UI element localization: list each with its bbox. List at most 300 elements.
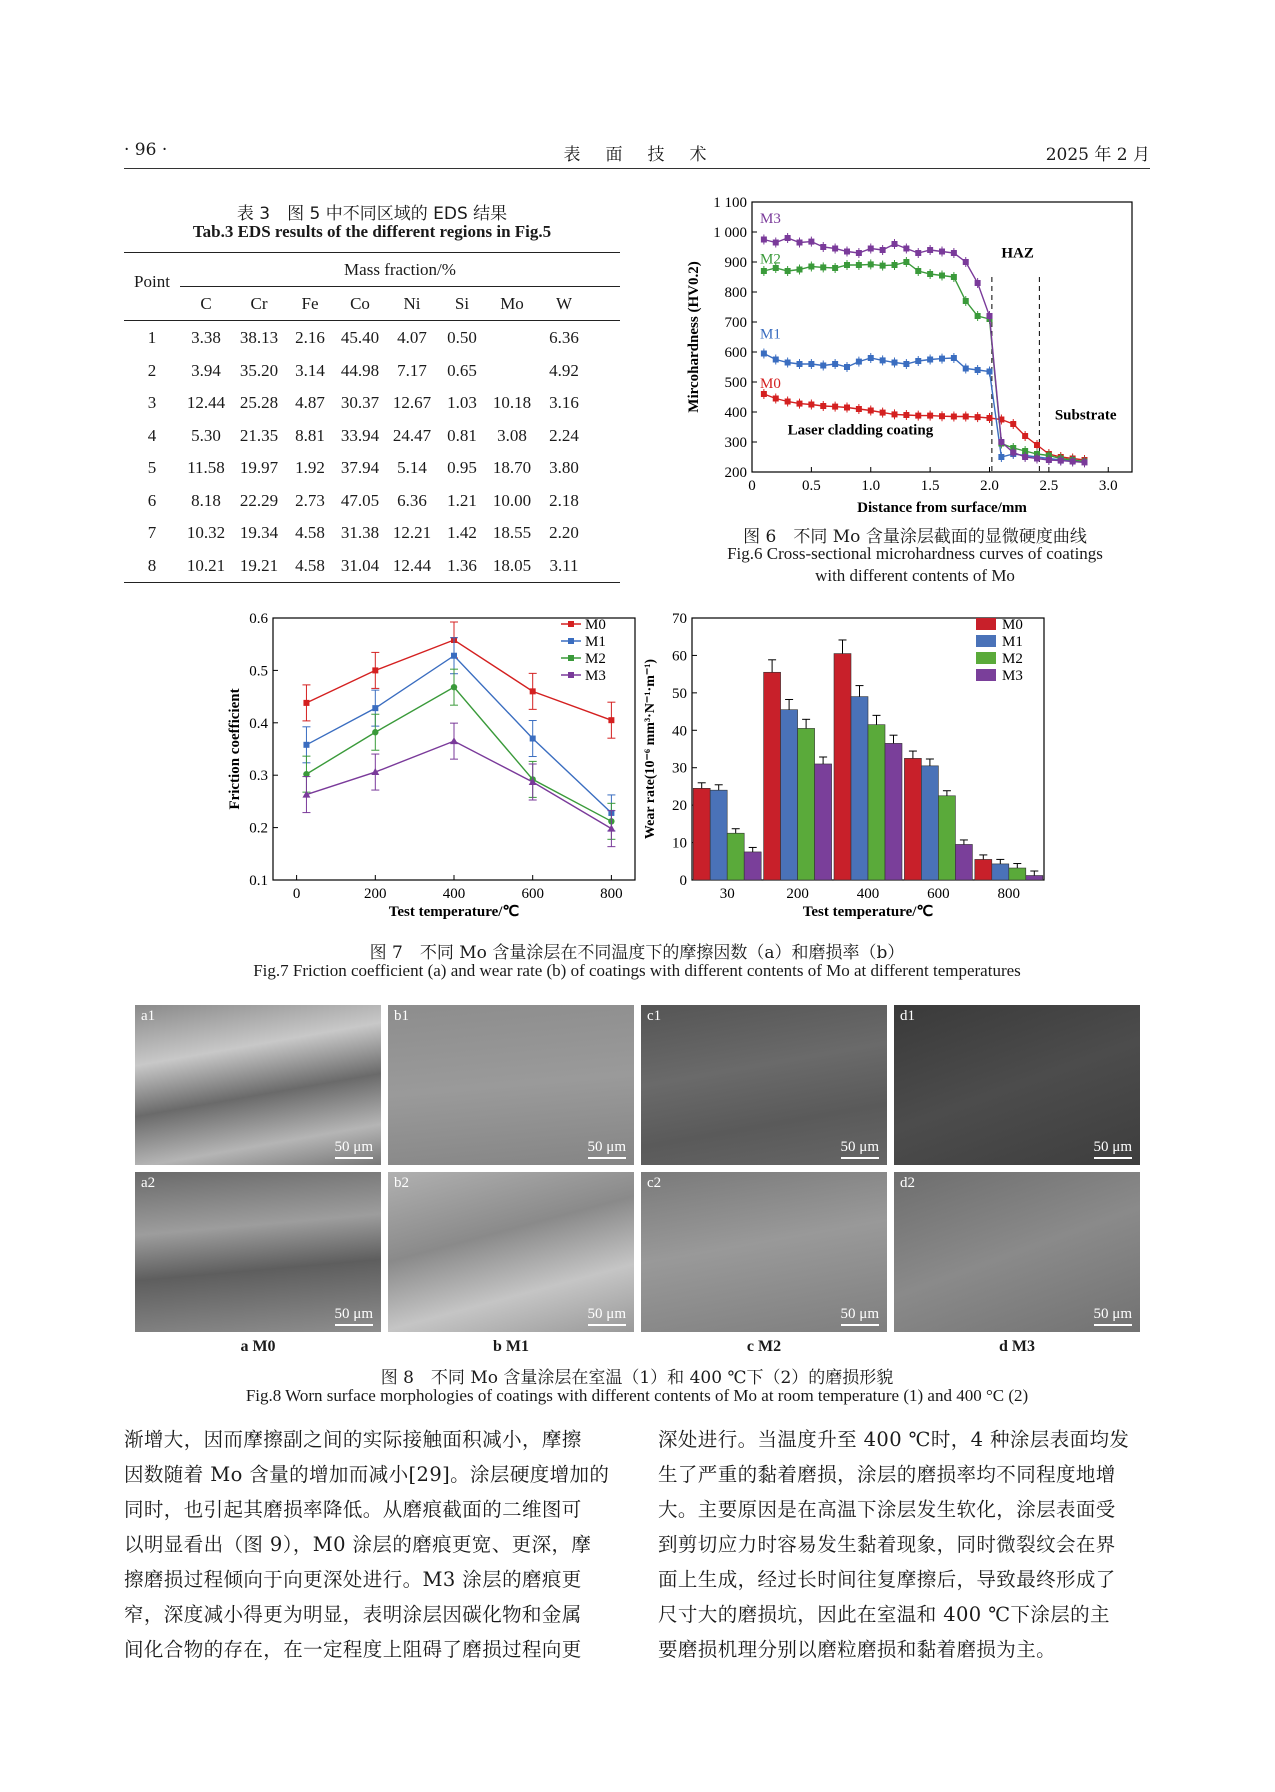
data-point bbox=[927, 357, 933, 363]
data-point bbox=[951, 355, 957, 361]
table-cell: 18.55 bbox=[492, 523, 532, 542]
data-point bbox=[785, 360, 791, 366]
fig6-caption-en1: Fig.6 Cross-sectional microhardness curves of coatings bbox=[727, 544, 1103, 563]
bar bbox=[904, 758, 921, 880]
bar bbox=[693, 788, 710, 880]
data-point bbox=[1022, 454, 1028, 460]
y-tick-label: 0.3 bbox=[249, 768, 268, 785]
data-point bbox=[856, 250, 862, 256]
data-point bbox=[820, 244, 826, 250]
x-tick-label: 400 bbox=[856, 886, 880, 902]
body-text-line: 因数随着 Mo 含量的增加而减小[29]。涂层硬度增加的 bbox=[124, 1463, 610, 1486]
body-text-line: 到剪切应力时容易发生黏着现象，同时微裂纹会在界 bbox=[658, 1533, 1116, 1556]
micrograph-panel bbox=[641, 1172, 887, 1332]
series-line bbox=[306, 640, 611, 720]
table-cell: 0.81 bbox=[447, 425, 477, 445]
panel-label: d1 bbox=[900, 1008, 915, 1024]
x-tick-label: 1.0 bbox=[861, 478, 881, 494]
legend-marker bbox=[568, 672, 574, 678]
table-cell: 4.87 bbox=[295, 393, 325, 412]
bar bbox=[992, 864, 1009, 880]
data-point bbox=[987, 313, 993, 319]
scale-bar bbox=[588, 1324, 626, 1326]
table-cell: 3.16 bbox=[549, 393, 579, 412]
panel-label: b2 bbox=[394, 1175, 409, 1191]
data-point bbox=[372, 705, 378, 711]
data-point bbox=[987, 415, 993, 421]
data-point bbox=[868, 261, 874, 267]
table-cell: 21.35 bbox=[239, 425, 279, 445]
legend-label: M2 bbox=[585, 651, 606, 667]
data-point bbox=[372, 729, 378, 735]
data-point bbox=[927, 413, 933, 419]
table-cell: 12.44 bbox=[392, 555, 432, 575]
table-cell: 19.21 bbox=[239, 555, 279, 575]
data-point bbox=[951, 250, 957, 256]
table-cell: 10.32 bbox=[186, 523, 226, 542]
bar bbox=[764, 672, 781, 880]
data-point bbox=[998, 439, 1004, 445]
table-cell: 3.11 bbox=[549, 555, 579, 575]
data-point bbox=[844, 405, 850, 411]
scale-bar-group bbox=[1094, 1306, 1132, 1326]
data-point bbox=[451, 653, 457, 659]
table-cell: 37.94 bbox=[340, 458, 380, 477]
legend-swatch bbox=[976, 618, 996, 630]
table-cell: 6.36 bbox=[549, 328, 579, 347]
data-point bbox=[832, 265, 838, 271]
data-point bbox=[844, 249, 850, 255]
data-point bbox=[450, 737, 458, 744]
data-point bbox=[939, 249, 945, 255]
legend-label: M3 bbox=[1002, 668, 1023, 684]
scale-bar bbox=[588, 1157, 626, 1159]
y-tick-label: 300 bbox=[724, 435, 747, 451]
table-cell: 19.34 bbox=[239, 523, 279, 542]
table-cell: 0.65 bbox=[447, 360, 477, 380]
data-point bbox=[868, 355, 874, 361]
y-tick-label: 0 bbox=[679, 873, 687, 889]
y-tick-label: 1 100 bbox=[713, 195, 747, 211]
x-tick-label: 800 bbox=[600, 886, 623, 902]
bar bbox=[815, 764, 832, 880]
scale-bar bbox=[1094, 1157, 1132, 1159]
table-point-header: Point bbox=[134, 272, 170, 291]
legend-swatch bbox=[976, 669, 996, 681]
y-tick-label: 40 bbox=[672, 723, 687, 740]
data-point bbox=[820, 264, 826, 270]
micrograph-panel bbox=[894, 1172, 1140, 1332]
data-point bbox=[856, 406, 862, 412]
data-point bbox=[915, 413, 921, 419]
fig7-caption-en: Fig.7 Friction coefficient (a) and wear rate (b) of coatings with different contents of Mo at different temperatures bbox=[253, 961, 1021, 980]
table-cell: 7.17 bbox=[397, 360, 427, 380]
table-cell: 25.28 bbox=[239, 393, 279, 412]
bar bbox=[921, 766, 938, 880]
y-tick-label: 20 bbox=[672, 798, 687, 815]
table-cell: 10.00 bbox=[492, 490, 532, 510]
bar bbox=[1026, 876, 1043, 880]
table-cell: 30.37 bbox=[340, 393, 380, 412]
data-point bbox=[761, 237, 767, 243]
data-point bbox=[975, 414, 981, 420]
table-cell: 4.58 bbox=[295, 523, 325, 542]
x-axis-label: Test temperature/℃ bbox=[388, 904, 520, 920]
y-tick-label: 0.2 bbox=[249, 820, 268, 837]
legend-label: M0 bbox=[585, 617, 606, 633]
data-point bbox=[773, 396, 779, 402]
y-tick-label: 600 bbox=[724, 345, 747, 361]
legend-swatch bbox=[976, 635, 996, 647]
data-point bbox=[372, 667, 378, 673]
table-cell: 8.18 bbox=[191, 490, 221, 510]
bar bbox=[955, 844, 972, 880]
data-point bbox=[773, 357, 779, 363]
data-point bbox=[998, 454, 1004, 460]
scale-bar-label: 50 μm bbox=[1093, 1139, 1132, 1155]
data-point bbox=[607, 825, 615, 832]
y-axis-label: Friction coefficient bbox=[227, 688, 243, 810]
table-col-header: Cr bbox=[250, 294, 268, 313]
x-tick-label: 30 bbox=[719, 886, 735, 902]
table-cell: 12.44 bbox=[186, 393, 226, 412]
coating-annotation: Laser cladding coating bbox=[787, 422, 934, 439]
data-point bbox=[892, 411, 898, 417]
legend-label: M0 bbox=[1002, 617, 1023, 633]
legend-label: M1 bbox=[1002, 634, 1023, 650]
data-point bbox=[761, 351, 767, 357]
data-point bbox=[1046, 457, 1052, 463]
table-cell: 24.47 bbox=[392, 425, 432, 445]
table-cell: 5 bbox=[147, 458, 157, 477]
table-cell: 18.70 bbox=[492, 458, 532, 477]
x-tick-label: 0 bbox=[748, 478, 756, 494]
x-axis-label: Distance from surface/mm bbox=[857, 500, 1027, 516]
table-col-header: Mo bbox=[500, 294, 524, 313]
fig6-caption-cn: 图 6 不同 Mo 含量涂层截面的显微硬度曲线 bbox=[743, 527, 1087, 547]
x-tick-label: 600 bbox=[521, 886, 544, 902]
data-point bbox=[880, 410, 886, 416]
table-cell: 4 bbox=[147, 425, 157, 445]
x-tick-label: 0.5 bbox=[802, 478, 821, 494]
y-tick-label: 50 bbox=[672, 685, 687, 702]
y-axis-label: Mircohardness (HV0.2) bbox=[686, 261, 702, 413]
body-text-line: 要磨损机理分别以磨粒磨损和黏着磨损为主。 bbox=[658, 1638, 1057, 1661]
data-point bbox=[880, 247, 886, 253]
y-axis-label: Wear rate(10⁻⁶ mm³·N⁻¹·m⁻¹) bbox=[643, 658, 658, 840]
data-point bbox=[808, 402, 814, 408]
table-cell: 45.40 bbox=[340, 328, 380, 347]
table-cell: 0.95 bbox=[447, 458, 477, 477]
data-point bbox=[903, 246, 909, 252]
y-tick-label: 400 bbox=[724, 405, 747, 421]
table-cell: 3.38 bbox=[191, 328, 221, 347]
data-point bbox=[451, 684, 457, 690]
x-tick-label: 200 bbox=[364, 886, 387, 902]
table-cell: 31.04 bbox=[340, 555, 380, 575]
data-point bbox=[963, 366, 969, 372]
data-point bbox=[880, 357, 886, 363]
series-label: M3 bbox=[760, 211, 781, 227]
y-tick-label: 700 bbox=[724, 315, 747, 331]
haz-annotation: HAZ bbox=[1001, 245, 1034, 262]
data-point bbox=[939, 273, 945, 279]
table-cell: 1.03 bbox=[447, 393, 477, 412]
fig7-caption-cn: 图 7 不同 Mo 含量涂层在不同温度下的摩擦因数（a）和磨损率（b） bbox=[369, 943, 905, 963]
table-title-en: Tab.3 EDS results of the different regions in Fig.5 bbox=[192, 222, 552, 241]
page-header bbox=[124, 138, 1150, 169]
table-head-rule bbox=[124, 320, 620, 321]
table-cell: 2.18 bbox=[549, 490, 579, 510]
table-cell: 1.36 bbox=[447, 555, 477, 575]
table-col-header: C bbox=[200, 294, 212, 313]
data-point bbox=[761, 268, 767, 274]
body-text-left bbox=[124, 1422, 620, 1667]
table-cell: 1.21 bbox=[447, 490, 477, 510]
scale-bar bbox=[841, 1157, 879, 1159]
scale-bar bbox=[335, 1324, 373, 1326]
bar bbox=[781, 710, 798, 880]
journal-name: 表 面 技 术 bbox=[563, 145, 711, 165]
table-cell: 1 bbox=[147, 328, 157, 347]
data-point bbox=[892, 241, 898, 247]
y-tick-label: 500 bbox=[724, 375, 747, 391]
scale-bar-label: 50 μm bbox=[840, 1306, 879, 1322]
body-text-line: 窄，深度减小得更为明显，表明涂层因碳化物和金属 bbox=[124, 1603, 582, 1626]
scale-bar-label: 50 μm bbox=[840, 1139, 879, 1155]
page-number: · 96 · bbox=[124, 140, 168, 160]
table-cell: 3.94 bbox=[191, 360, 221, 380]
body-text-line: 同时，也引起其磨损率降低。从磨痕截面的二维图可 bbox=[124, 1498, 582, 1521]
table-col-header: Fe bbox=[301, 294, 319, 313]
scale-bar-label: 50 μm bbox=[1093, 1306, 1132, 1322]
legend-label: M3 bbox=[585, 668, 606, 684]
y-tick-label: 900 bbox=[724, 255, 747, 271]
data-point bbox=[808, 361, 814, 367]
bar bbox=[834, 654, 851, 880]
data-point bbox=[915, 268, 921, 274]
x-tick-label: 1.5 bbox=[920, 478, 940, 494]
x-axis-label: Test temperature/℃ bbox=[802, 904, 934, 920]
x-tick-label: 3.0 bbox=[1098, 478, 1118, 494]
table-cell: 6 bbox=[147, 490, 157, 510]
x-tick-label: 0 bbox=[292, 886, 301, 902]
table-cell: 18.05 bbox=[492, 555, 532, 575]
table-cell: 1.92 bbox=[295, 458, 325, 477]
data-point bbox=[797, 240, 803, 246]
data-point bbox=[939, 413, 945, 419]
bar bbox=[744, 852, 761, 880]
bar bbox=[938, 796, 955, 880]
table-cell: 10.21 bbox=[186, 555, 226, 575]
bar bbox=[975, 859, 992, 880]
data-point bbox=[856, 359, 862, 365]
bar bbox=[868, 725, 885, 880]
body-text-line: 大。主要原因是在高温下涂层发生软化，涂层表面受 bbox=[658, 1498, 1116, 1521]
scale-bar-group bbox=[588, 1139, 626, 1159]
table-cell: 47.05 bbox=[340, 490, 380, 510]
data-point bbox=[939, 356, 945, 362]
data-point bbox=[903, 412, 909, 418]
data-point bbox=[856, 262, 862, 268]
body-text-line: 以明显看出（图 9），M0 涂层的磨痕更宽、更深，摩 bbox=[124, 1533, 592, 1556]
body-text-line: 渐增大，因而摩擦副之间的实际接触面积减小，摩擦 bbox=[124, 1428, 582, 1451]
scale-bar-group bbox=[841, 1306, 879, 1326]
series-line bbox=[306, 656, 611, 813]
scale-bar-group bbox=[1094, 1139, 1132, 1159]
table-mass-header: Mass fraction/% bbox=[344, 260, 456, 279]
x-tick-label: 800 bbox=[997, 886, 1021, 902]
table-col-header: Co bbox=[350, 294, 370, 313]
data-point bbox=[530, 736, 536, 742]
table-cell: 44.98 bbox=[340, 360, 380, 380]
data-point bbox=[903, 361, 909, 367]
data-point bbox=[975, 367, 981, 373]
legend-marker bbox=[568, 638, 574, 644]
panel-label: c2 bbox=[647, 1175, 662, 1191]
scale-bar-group bbox=[588, 1306, 626, 1326]
scale-bar-group bbox=[335, 1139, 373, 1159]
body-text-line: 间化合物的存在，在一定程度上阻碍了磨损过程向更 bbox=[124, 1638, 582, 1661]
data-point bbox=[975, 313, 981, 319]
y-tick-label: 60 bbox=[672, 648, 687, 665]
data-point bbox=[987, 369, 993, 375]
table-cell: 5.30 bbox=[191, 425, 221, 445]
table-cell: 11.58 bbox=[187, 458, 225, 477]
legend-marker bbox=[568, 621, 574, 627]
legend-marker bbox=[568, 655, 574, 661]
micrograph-panel bbox=[135, 1005, 381, 1165]
data-point bbox=[608, 717, 614, 723]
scale-bar-label: 50 μm bbox=[334, 1139, 373, 1155]
data-point bbox=[844, 262, 850, 268]
data-point bbox=[808, 264, 814, 270]
data-point bbox=[903, 259, 909, 265]
panel-label: b1 bbox=[394, 1008, 409, 1024]
bar bbox=[885, 743, 902, 880]
y-tick-label: 0.5 bbox=[249, 663, 268, 680]
bar bbox=[710, 790, 727, 880]
panel-label: c1 bbox=[647, 1008, 662, 1024]
data-point bbox=[785, 399, 791, 405]
body-text-line: 深处进行。当温度升至 400 ℃时，4 种涂层表面均发 bbox=[658, 1428, 1130, 1451]
table-cell: 4.92 bbox=[549, 360, 579, 380]
data-point bbox=[1010, 421, 1016, 427]
x-tick-label: 600 bbox=[927, 886, 950, 902]
scale-bar bbox=[1094, 1324, 1132, 1326]
table-cell: 6.36 bbox=[397, 490, 427, 510]
data-point bbox=[530, 688, 536, 694]
table-cell: 33.94 bbox=[340, 425, 380, 445]
data-point bbox=[832, 404, 838, 410]
table-col-header: Si bbox=[454, 294, 470, 313]
x-tick-label: 200 bbox=[786, 886, 809, 902]
table-cell: 8 bbox=[147, 555, 157, 575]
table-cell: 31.38 bbox=[340, 523, 380, 542]
bar bbox=[1009, 868, 1026, 880]
data-point bbox=[868, 408, 874, 414]
micrograph-panel bbox=[388, 1172, 634, 1332]
bar bbox=[798, 728, 815, 880]
data-point bbox=[915, 358, 921, 364]
bar bbox=[727, 833, 744, 880]
x-tick-label: 2.0 bbox=[980, 478, 999, 494]
table-title-cn: 表 3 图 5 中不同区域的 EDS 结果 bbox=[236, 204, 508, 224]
micrograph-panel bbox=[388, 1005, 634, 1165]
body-text-right bbox=[658, 1422, 1154, 1667]
table-cell: 3.80 bbox=[549, 458, 579, 477]
data-point bbox=[915, 250, 921, 256]
x-tick-label: 400 bbox=[442, 886, 466, 902]
scale-bar-label: 50 μm bbox=[334, 1306, 373, 1322]
body-text-line: 尺寸大的磨损坑，因此在室温和 400 ℃下涂层的主 bbox=[658, 1603, 1110, 1626]
table-column-headers bbox=[124, 290, 620, 318]
micrograph-panel bbox=[641, 1005, 887, 1165]
table-cell: 19.97 bbox=[239, 458, 279, 477]
scale-bar-label: 50 μm bbox=[587, 1139, 626, 1155]
data-point bbox=[1082, 459, 1088, 465]
table-cell: 38.13 bbox=[239, 328, 279, 347]
scale-bar bbox=[841, 1324, 879, 1326]
issue-date: 2025 年 2 月 bbox=[1045, 145, 1150, 165]
data-point bbox=[303, 742, 309, 748]
table-bottom-rule bbox=[124, 582, 620, 583]
data-point bbox=[951, 274, 957, 280]
table-cell: 0.50 bbox=[447, 328, 477, 347]
body-text-line: 面上生成，经过长时间往复摩擦后，导致最终形成了 bbox=[658, 1568, 1116, 1591]
legend-label: M2 bbox=[1002, 651, 1023, 667]
micrograph-panel bbox=[135, 1172, 381, 1332]
table-cell: 4.58 bbox=[295, 555, 325, 575]
group-label: d M3 bbox=[999, 1338, 1035, 1355]
data-point bbox=[892, 360, 898, 366]
panel-label: a1 bbox=[141, 1008, 156, 1024]
x-tick-label: 2.5 bbox=[1039, 478, 1059, 494]
table-cell: 4.07 bbox=[397, 328, 427, 347]
micrograph-panel bbox=[894, 1005, 1140, 1165]
data-point bbox=[1070, 459, 1076, 465]
fig6-caption-en2: with different contents of Mo bbox=[815, 566, 1015, 585]
table-cell: 3.08 bbox=[497, 425, 527, 445]
y-tick-label: 0.6 bbox=[249, 612, 268, 627]
data-point bbox=[1034, 442, 1040, 448]
table-col-header: W bbox=[555, 294, 573, 313]
data-point bbox=[844, 364, 850, 370]
table-cell: 2 bbox=[147, 360, 157, 380]
fig8-caption-cn: 图 8 不同 Mo 含量涂层在室温（1）和 400 ℃下（2）的磨损形貌 bbox=[380, 1368, 894, 1388]
fig6-microhardness-chart bbox=[680, 192, 1150, 520]
data-point bbox=[1058, 458, 1064, 464]
bar bbox=[851, 697, 868, 880]
panel-label: d2 bbox=[900, 1175, 915, 1191]
table-cell: 12.21 bbox=[392, 523, 432, 542]
data-point bbox=[303, 700, 309, 706]
table-cell: 3 bbox=[147, 393, 157, 412]
table-cell: 8.81 bbox=[295, 425, 325, 445]
group-label: b M1 bbox=[493, 1338, 529, 1355]
table-cell: 7 bbox=[147, 523, 157, 542]
body-text-line: 擦磨损过程倾向于向更深处进行。M3 涂层的磨痕更 bbox=[124, 1568, 582, 1591]
series-label: M1 bbox=[760, 326, 781, 343]
data-point bbox=[963, 414, 969, 420]
data-point bbox=[927, 247, 933, 253]
table-cell: 2.20 bbox=[549, 523, 579, 542]
data-point bbox=[975, 280, 981, 286]
group-label: a M0 bbox=[240, 1338, 276, 1355]
data-point bbox=[927, 271, 933, 277]
table-sub-rule bbox=[180, 286, 620, 287]
legend-label: M1 bbox=[585, 634, 606, 650]
